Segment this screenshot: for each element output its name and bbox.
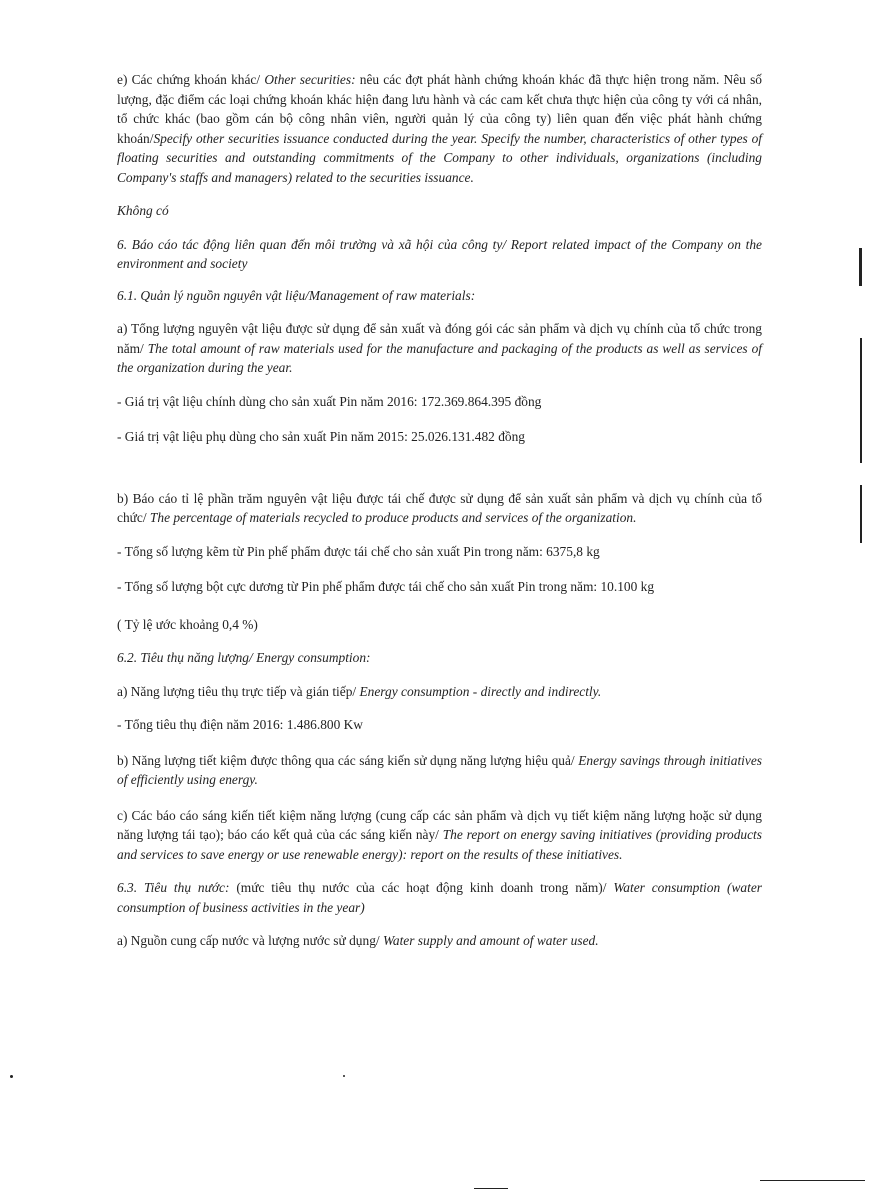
heading-section-6-3 — [117, 878, 762, 917]
none-text-run: Không có — [117, 203, 169, 218]
section-6-2-text-run: 6.2. Tiêu thụ năng lượng/ Energy consumption: — [117, 650, 371, 665]
other-securities-text-run: nêu các đợt phát hành chứng khoán khác đã thực hiện trong năm. Nêu số lượng, đặc điểm các loại chứng khoán khác hiện đang lưu hành và các cam kết chưa thực hiện của công ty với cá nhân, tổ chức khác (bao gồm cán bộ công nhân viên, người quản lý của công ty) liên quan đến việc phát hành chứng khoán/ — [117, 72, 762, 146]
other-securities-text-run: Other securities: — [264, 72, 356, 87]
paragraph-none — [117, 201, 762, 221]
paragraph-energy-a — [117, 682, 762, 702]
energy-a-text-run: Energy consumption - directly and indirectly. — [359, 683, 602, 699]
heading-section-6-2 — [117, 648, 762, 668]
other-securities-text-run: Specify other securities issuance conducted during the year. Specify the number, characteristics of other types of floating securities and outstanding commitments of the Company to other individuals, organizations (including Company's staffs and managers) related to the securities issuance. — [117, 130, 762, 185]
energy-c-text-run: The report on energy saving initiatives (providing products and services to save energy or use renewable energy): report on the results of these initiatives. — [117, 827, 762, 862]
list-item-main-materials — [117, 392, 762, 412]
scan-mark-right-1 — [859, 248, 862, 286]
list-item-aux-materials — [117, 427, 762, 447]
heading-section-6-1 — [117, 286, 762, 306]
scan-mark-bottom-2 — [760, 1180, 865, 1181]
paragraph-recycled-b — [117, 489, 762, 528]
paragraph-energy-b — [117, 751, 762, 790]
aux-materials-text-run: - Giá trị vật liệu phụ dùng cho sản xuất Pin năm 2015: 25.026.131.482 đồng — [117, 429, 525, 444]
energy-b-text-run: b) Năng lượng tiết kiệm được thông qua các sáng kiến sử dụng năng lượng hiệu quả/ — [117, 752, 579, 768]
section-6-3-text-run: 6.3. Tiêu thụ nước: — [117, 880, 230, 895]
energy-a-text-run: a) Năng lượng tiêu thụ trực tiếp và gián tiếp/ — [117, 683, 360, 699]
scan-mark-right-2 — [860, 338, 862, 463]
energy-b-text-run: Energy savings through initiatives of efficiently using energy. — [117, 752, 763, 787]
main-materials-text-run: - Giá trị vật liệu chính dùng cho sản xuất Pin năm 2016: 172.369.864.395 đồng — [117, 393, 542, 409]
scan-mark-right-3 — [860, 485, 862, 543]
recycled-b-text-run: b) Báo cáo tỉ lệ phần trăm nguyên vật liệu được tái chế được sử dụng để sản xuất sản phẩm và dịch vụ chính của tổ chức/ — [117, 490, 762, 525]
water-a-text-run: a) Nguồn cung cấp nước và lượng nước sử dụng/ — [117, 933, 383, 948]
paragraph-energy-c — [117, 806, 762, 865]
scan-dot-1 — [10, 1075, 13, 1078]
scan-mark-bottom-1 — [474, 1188, 508, 1189]
cathode-text-run: - Tổng số lượng bột cực dương từ Pin phế phẩm được tái chế cho sản xuất Pin trong năm: 10.100 kg — [117, 579, 655, 594]
section-6-3-text-run: (mức tiêu thụ nước của các hoạt động kinh doanh trong năm)/ — [229, 880, 614, 895]
zinc-text-run: - Tổng số lượng kẽm từ Pin phế phẩm được tái chế cho sản xuất Pin trong năm: 6375,8 kg — [117, 543, 600, 559]
paragraph-raw-materials-a — [117, 319, 762, 378]
raw-materials-a-text-run: a) Tổng lượng nguyên vật liệu được sử dụng để sản xuất và đóng gói các sản phẩm và dịch vụ chính của tổ chức trong năm/ — [117, 321, 762, 356]
section-6-text-run: 6. Báo cáo tác động liên quan đến môi trường và xã hội của công ty/ Report related impact of the Company on the environment and society — [117, 236, 762, 271]
recycled-b-text-run: The percentage of materials recycled to produce products and services of the organization. — [149, 510, 637, 525]
paragraph-water-a — [117, 931, 762, 951]
list-item-zinc — [117, 542, 762, 562]
heading-section-6 — [117, 235, 762, 274]
paragraph-other-securities — [117, 70, 762, 187]
paragraph-ratio — [117, 615, 762, 635]
other-securities-text-run: e) Các chứng khoán khác/ — [117, 72, 265, 87]
scan-dot-2 — [343, 1075, 345, 1077]
list-item-cathode — [117, 577, 762, 597]
ratio-text-run: ( Tỷ lệ ước khoảng 0,4 %) — [117, 616, 258, 632]
list-item-electricity — [117, 715, 762, 735]
energy-c-text-run: c) Các báo cáo sáng kiến tiết kiệm năng lượng (cung cấp các sản phẩm và dịch vụ tiết kiệm năng lượng hoặc sử dụng năng lượng tái tạo); báo cáo kết quả của các sáng kiến này/ — [117, 807, 762, 842]
section-6-1-text-run: 6.1. Quản lý nguồn nguyên vật liệu/Management of raw materials: — [117, 287, 476, 303]
electricity-text-run: - Tổng tiêu thụ điện năm 2016: 1.486.800 Kw — [117, 717, 363, 732]
water-a-text-run: Water supply and amount of water used. — [382, 933, 599, 948]
raw-materials-a-text-run: The total amount of raw materials used for the manufacture and packaging of the products as well as services of the organization during the year. — [117, 340, 762, 375]
document-page — [117, 70, 762, 951]
section-6-3-text-run: Water consumption (water consumption of business activities in the year) — [117, 880, 763, 915]
